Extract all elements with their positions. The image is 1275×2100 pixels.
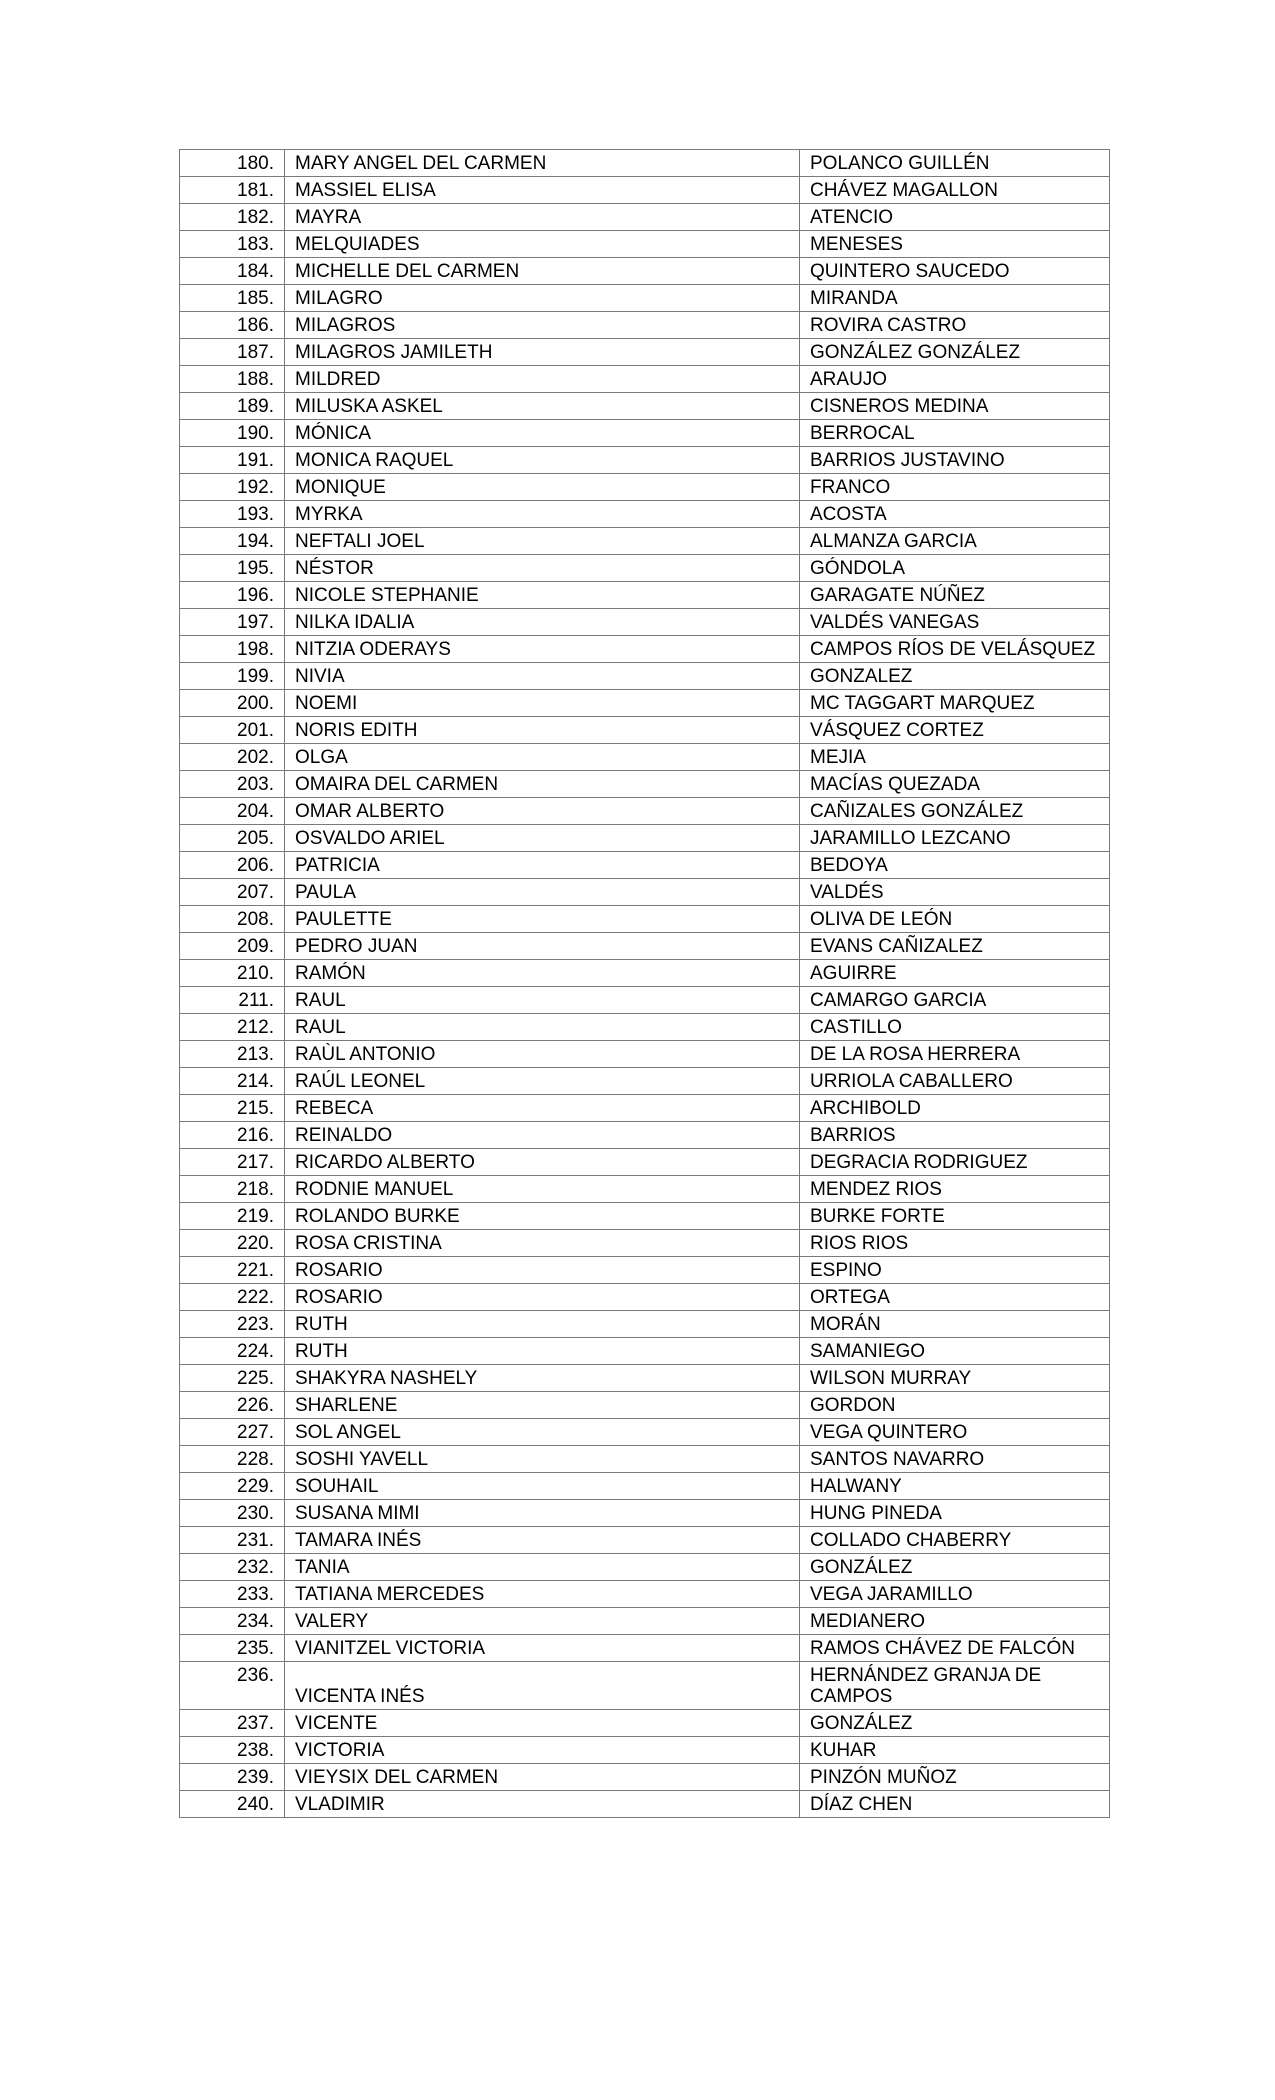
surnames: MENDEZ RIOS <box>800 1176 1110 1203</box>
surnames: GARAGATE NÚÑEZ <box>800 582 1110 609</box>
surnames: DÍAZ CHEN <box>800 1791 1110 1818</box>
row-number: 225. <box>180 1365 285 1392</box>
row-number: 193. <box>180 501 285 528</box>
table-row <box>180 1230 1110 1257</box>
given-names: ROSARIO <box>285 1284 800 1311</box>
row-number: 239. <box>180 1764 285 1791</box>
row-number: 232. <box>180 1554 285 1581</box>
given-names: RICARDO ALBERTO <box>285 1149 800 1176</box>
given-names: TAMARA INÉS <box>285 1527 800 1554</box>
row-number: 217. <box>180 1149 285 1176</box>
surnames: GONZÁLEZ <box>800 1554 1110 1581</box>
surnames: MIRANDA <box>800 285 1110 312</box>
row-number: 186. <box>180 312 285 339</box>
row-number: 230. <box>180 1500 285 1527</box>
table-row <box>180 582 1110 609</box>
table-row <box>180 258 1110 285</box>
row-number: 182. <box>180 204 285 231</box>
table-row <box>180 1446 1110 1473</box>
row-number: 223. <box>180 1311 285 1338</box>
row-number: 215. <box>180 1095 285 1122</box>
row-number: 202. <box>180 744 285 771</box>
table-row <box>180 1392 1110 1419</box>
surnames: DE LA ROSA HERRERA <box>800 1041 1110 1068</box>
surnames: CAMPOS RÍOS DE VELÁSQUEZ <box>800 636 1110 663</box>
given-names: REINALDO <box>285 1122 800 1149</box>
table-row <box>180 1635 1110 1662</box>
table-row <box>180 1068 1110 1095</box>
given-names: MICHELLE DEL CARMEN <box>285 258 800 285</box>
given-names: RAMÓN <box>285 960 800 987</box>
row-number: 180. <box>180 150 285 177</box>
given-names: RAUL <box>285 1014 800 1041</box>
given-names: SOUHAIL <box>285 1473 800 1500</box>
given-names: ROLANDO BURKE <box>285 1203 800 1230</box>
surnames: CISNEROS MEDINA <box>800 393 1110 420</box>
row-number: 220. <box>180 1230 285 1257</box>
surnames: RIOS RIOS <box>800 1230 1110 1257</box>
table-row <box>180 1311 1110 1338</box>
surnames: GONZALEZ <box>800 663 1110 690</box>
given-names: OMAIRA DEL CARMEN <box>285 771 800 798</box>
surnames: WILSON MURRAY <box>800 1365 1110 1392</box>
table-row <box>180 447 1110 474</box>
given-names: OLGA <box>285 744 800 771</box>
table-row <box>180 852 1110 879</box>
row-number: 197. <box>180 609 285 636</box>
given-names: MONIQUE <box>285 474 800 501</box>
table-row <box>180 420 1110 447</box>
given-names: OMAR ALBERTO <box>285 798 800 825</box>
table-row <box>180 1122 1110 1149</box>
given-names: MASSIEL ELISA <box>285 177 800 204</box>
table-row <box>180 150 1110 177</box>
row-number: 210. <box>180 960 285 987</box>
surnames: ROVIRA CASTRO <box>800 312 1110 339</box>
table-row <box>180 1473 1110 1500</box>
table-row <box>180 906 1110 933</box>
row-number: 208. <box>180 906 285 933</box>
surnames: RAMOS CHÁVEZ DE FALCÓN <box>800 1635 1110 1662</box>
surnames: CAMARGO GARCIA <box>800 987 1110 1014</box>
surnames: GONZÁLEZ <box>800 1710 1110 1737</box>
row-number: 189. <box>180 393 285 420</box>
given-names: VIANITZEL VICTORIA <box>285 1635 800 1662</box>
surnames: BERROCAL <box>800 420 1110 447</box>
row-number: 211. <box>180 987 285 1014</box>
surnames: GONZÁLEZ GONZÁLEZ <box>800 339 1110 366</box>
surnames: MENESES <box>800 231 1110 258</box>
surnames: VALDÉS VANEGAS <box>800 609 1110 636</box>
given-names: RAUL <box>285 987 800 1014</box>
given-names: MAYRA <box>285 204 800 231</box>
given-names: NITZIA ODERAYS <box>285 636 800 663</box>
table-row <box>180 717 1110 744</box>
given-names: MILAGRO <box>285 285 800 312</box>
table-row <box>180 1284 1110 1311</box>
table-row <box>180 1095 1110 1122</box>
row-number: 181. <box>180 177 285 204</box>
table-row <box>180 204 1110 231</box>
table-row <box>180 501 1110 528</box>
given-names: VICENTE <box>285 1710 800 1737</box>
row-number: 196. <box>180 582 285 609</box>
surnames: SAMANIEGO <box>800 1338 1110 1365</box>
given-names: SUSANA MIMI <box>285 1500 800 1527</box>
row-number: 228. <box>180 1446 285 1473</box>
given-names: OSVALDO ARIEL <box>285 825 800 852</box>
surnames: HALWANY <box>800 1473 1110 1500</box>
table-row <box>180 1737 1110 1764</box>
row-number: 214. <box>180 1068 285 1095</box>
surnames: VEGA JARAMILLO <box>800 1581 1110 1608</box>
given-names: SOL ANGEL <box>285 1419 800 1446</box>
table-row <box>180 285 1110 312</box>
row-number: 238. <box>180 1737 285 1764</box>
surnames: SANTOS NAVARRO <box>800 1446 1110 1473</box>
surnames: MORÁN <box>800 1311 1110 1338</box>
row-number: 201. <box>180 717 285 744</box>
row-number: 213. <box>180 1041 285 1068</box>
surnames: ARCHIBOLD <box>800 1095 1110 1122</box>
surnames: JARAMILLO LEZCANO <box>800 825 1110 852</box>
row-number: 216. <box>180 1122 285 1149</box>
surnames: MEJIA <box>800 744 1110 771</box>
given-names: MILAGROS <box>285 312 800 339</box>
surnames: QUINTERO SAUCEDO <box>800 258 1110 285</box>
given-names: PAULETTE <box>285 906 800 933</box>
table-row <box>180 231 1110 258</box>
given-names: NILKA IDALIA <box>285 609 800 636</box>
surnames: ARAUJO <box>800 366 1110 393</box>
table-row <box>180 798 1110 825</box>
surnames: AGUIRRE <box>800 960 1110 987</box>
row-number: 229. <box>180 1473 285 1500</box>
surnames: ATENCIO <box>800 204 1110 231</box>
table-row <box>180 933 1110 960</box>
given-names: MYRKA <box>285 501 800 528</box>
given-names: TATIANA MERCEDES <box>285 1581 800 1608</box>
given-names: MILAGROS JAMILETH <box>285 339 800 366</box>
table-row <box>180 393 1110 420</box>
table-row <box>180 1338 1110 1365</box>
given-names: PAULA <box>285 879 800 906</box>
given-names: RAÚL LEONEL <box>285 1068 800 1095</box>
row-number: 231. <box>180 1527 285 1554</box>
surnames: BURKE FORTE <box>800 1203 1110 1230</box>
surnames: MEDIANERO <box>800 1608 1110 1635</box>
given-names: RODNIE MANUEL <box>285 1176 800 1203</box>
surnames: ORTEGA <box>800 1284 1110 1311</box>
surnames: MACÍAS QUEZADA <box>800 771 1110 798</box>
surnames: MC TAGGART MARQUEZ <box>800 690 1110 717</box>
table-row <box>180 1554 1110 1581</box>
row-number: 218. <box>180 1176 285 1203</box>
table-row <box>180 339 1110 366</box>
surnames: BEDOYA <box>800 852 1110 879</box>
surnames: VALDÉS <box>800 879 1110 906</box>
given-names: NEFTALI JOEL <box>285 528 800 555</box>
surnames: CAÑIZALES GONZÁLEZ <box>800 798 1110 825</box>
table-row <box>180 609 1110 636</box>
given-names: MELQUIADES <box>285 231 800 258</box>
table-row <box>180 1527 1110 1554</box>
table-row <box>180 825 1110 852</box>
row-number: 204. <box>180 798 285 825</box>
surnames: KUHAR <box>800 1737 1110 1764</box>
table-row <box>180 1500 1110 1527</box>
table-row <box>180 1203 1110 1230</box>
surnames: VEGA QUINTERO <box>800 1419 1110 1446</box>
row-number: 194. <box>180 528 285 555</box>
name-list-table <box>179 149 1110 1818</box>
row-number: 226. <box>180 1392 285 1419</box>
row-number: 219. <box>180 1203 285 1230</box>
row-number: 191. <box>180 447 285 474</box>
surnames: CASTILLO <box>800 1014 1110 1041</box>
given-names: NÉSTOR <box>285 555 800 582</box>
given-names: VICTORIA <box>285 1737 800 1764</box>
table-row <box>180 636 1110 663</box>
surnames: EVANS CAÑIZALEZ <box>800 933 1110 960</box>
surnames: OLIVA DE LEÓN <box>800 906 1110 933</box>
table-row <box>180 1764 1110 1791</box>
given-names: NIVIA <box>285 663 800 690</box>
given-names: ROSARIO <box>285 1257 800 1284</box>
table-row <box>180 987 1110 1014</box>
given-names: TANIA <box>285 1554 800 1581</box>
row-number: 212. <box>180 1014 285 1041</box>
row-number: 227. <box>180 1419 285 1446</box>
surnames: DEGRACIA RODRIGUEZ <box>800 1149 1110 1176</box>
given-names: SHAKYRA NASHELY <box>285 1365 800 1392</box>
table-row <box>180 1581 1110 1608</box>
row-number: 234. <box>180 1608 285 1635</box>
row-number: 207. <box>180 879 285 906</box>
given-names: SHARLENE <box>285 1392 800 1419</box>
given-names: ROSA CRISTINA <box>285 1230 800 1257</box>
row-number: 187. <box>180 339 285 366</box>
given-names: VICENTA INÉS <box>285 1662 800 1710</box>
row-number: 183. <box>180 231 285 258</box>
table-row <box>180 1149 1110 1176</box>
given-names: NICOLE STEPHANIE <box>285 582 800 609</box>
row-number: 185. <box>180 285 285 312</box>
given-names: MILUSKA ASKEL <box>285 393 800 420</box>
surnames: ESPINO <box>800 1257 1110 1284</box>
row-number: 184. <box>180 258 285 285</box>
given-names: RUTH <box>285 1311 800 1338</box>
row-number: 237. <box>180 1710 285 1737</box>
row-number: 222. <box>180 1284 285 1311</box>
table-row <box>180 771 1110 798</box>
row-number: 206. <box>180 852 285 879</box>
given-names: VALERY <box>285 1608 800 1635</box>
given-names: PEDRO JUAN <box>285 933 800 960</box>
table-row <box>180 1710 1110 1737</box>
table-row <box>180 1662 1110 1710</box>
row-number: 195. <box>180 555 285 582</box>
given-names: NOEMI <box>285 690 800 717</box>
table-row <box>180 312 1110 339</box>
table-row <box>180 1257 1110 1284</box>
table-row <box>180 1041 1110 1068</box>
row-number: 188. <box>180 366 285 393</box>
given-names: REBECA <box>285 1095 800 1122</box>
given-names: VLADIMIR <box>285 1791 800 1818</box>
table-row <box>180 1365 1110 1392</box>
name-list-body <box>180 150 1110 1818</box>
row-number: 235. <box>180 1635 285 1662</box>
row-number: 236. <box>180 1662 285 1710</box>
given-names: MÓNICA <box>285 420 800 447</box>
given-names: NORIS EDITH <box>285 717 800 744</box>
table-row <box>180 474 1110 501</box>
row-number: 221. <box>180 1257 285 1284</box>
surnames: PINZÓN MUÑOZ <box>800 1764 1110 1791</box>
given-names: RUTH <box>285 1338 800 1365</box>
surnames: BARRIOS <box>800 1122 1110 1149</box>
surnames: CHÁVEZ MAGALLON <box>800 177 1110 204</box>
table-row <box>180 1014 1110 1041</box>
surnames: URRIOLA CABALLERO <box>800 1068 1110 1095</box>
table-row <box>180 555 1110 582</box>
surnames: COLLADO CHABERRY <box>800 1527 1110 1554</box>
row-number: 200. <box>180 690 285 717</box>
given-names: PATRICIA <box>285 852 800 879</box>
given-names: RAÙL ANTONIO <box>285 1041 800 1068</box>
surnames: BARRIOS JUSTAVINO <box>800 447 1110 474</box>
row-number: 199. <box>180 663 285 690</box>
table-row <box>180 528 1110 555</box>
surnames: GORDON <box>800 1392 1110 1419</box>
table-row <box>180 879 1110 906</box>
row-number: 190. <box>180 420 285 447</box>
surnames: POLANCO GUILLÉN <box>800 150 1110 177</box>
given-names: VIEYSIX DEL CARMEN <box>285 1764 800 1791</box>
table-row <box>180 960 1110 987</box>
surnames: VÁSQUEZ CORTEZ <box>800 717 1110 744</box>
given-names: MONICA RAQUEL <box>285 447 800 474</box>
given-names: MARY ANGEL DEL CARMEN <box>285 150 800 177</box>
table-row <box>180 663 1110 690</box>
surnames: HUNG PINEDA <box>800 1500 1110 1527</box>
row-number: 198. <box>180 636 285 663</box>
row-number: 205. <box>180 825 285 852</box>
table-row <box>180 366 1110 393</box>
table-row <box>180 744 1110 771</box>
table-row <box>180 1791 1110 1818</box>
row-number: 209. <box>180 933 285 960</box>
surnames: ALMANZA GARCIA <box>800 528 1110 555</box>
table-row <box>180 1419 1110 1446</box>
row-number: 233. <box>180 1581 285 1608</box>
row-number: 192. <box>180 474 285 501</box>
row-number: 224. <box>180 1338 285 1365</box>
row-number: 203. <box>180 771 285 798</box>
row-number: 240. <box>180 1791 285 1818</box>
surnames: ACOSTA <box>800 501 1110 528</box>
surnames: GÓNDOLA <box>800 555 1110 582</box>
table-row <box>180 177 1110 204</box>
table-row <box>180 690 1110 717</box>
table-row <box>180 1608 1110 1635</box>
surnames: HERNÁNDEZ GRANJA DE CAMPOS <box>800 1662 1110 1710</box>
given-names: MILDRED <box>285 366 800 393</box>
table-row <box>180 1176 1110 1203</box>
surnames: FRANCO <box>800 474 1110 501</box>
given-names: SOSHI YAVELL <box>285 1446 800 1473</box>
